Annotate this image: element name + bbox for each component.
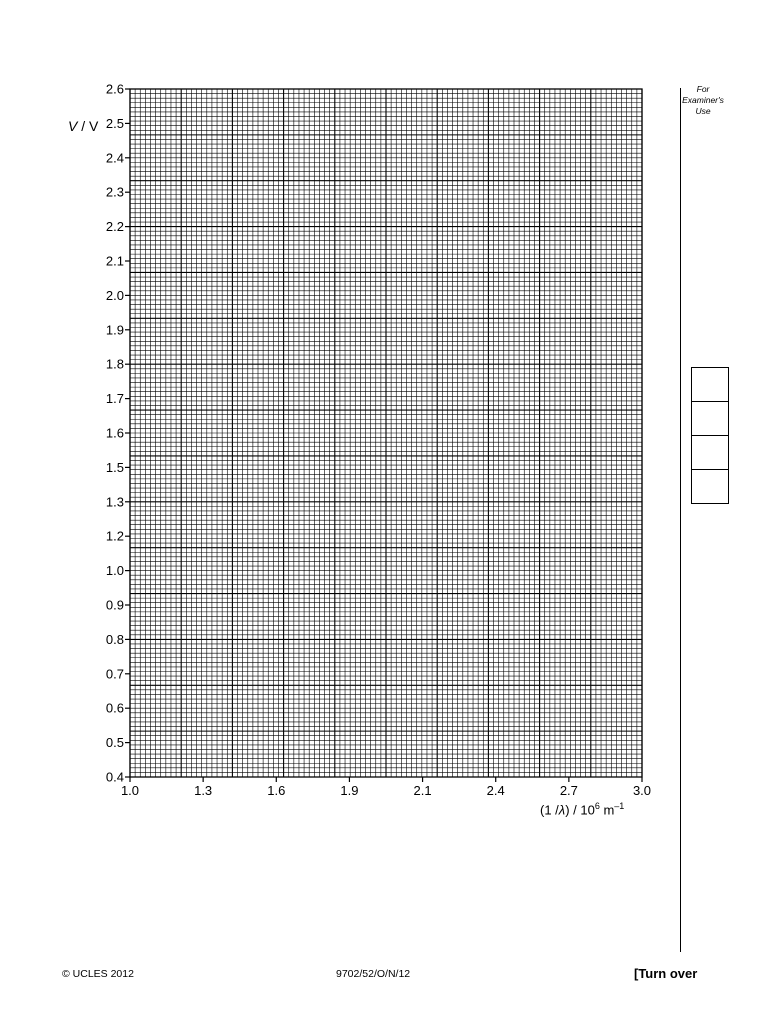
y-tick-label: 0.9 xyxy=(105,597,124,613)
y-tick-label: 1.8 xyxy=(105,356,124,372)
y-tick-label: 2.3 xyxy=(105,184,124,200)
y-tick-label: 2.5 xyxy=(105,115,124,131)
y-tick-label: 1.6 xyxy=(105,425,124,441)
x-axis-exponent: 6 xyxy=(594,801,600,811)
y-axis-ticks xyxy=(106,82,130,785)
x-axis-label-mid: ) / 10 xyxy=(565,802,595,818)
footer-copyright: © UCLES 2012 xyxy=(62,968,134,980)
examiners-use-line-3: Use xyxy=(695,106,711,116)
y-tick-label: 1.7 xyxy=(105,391,124,407)
x-axis-label xyxy=(540,801,624,817)
mark-box xyxy=(692,436,728,470)
examiner-margin-rule xyxy=(680,88,681,952)
y-tick-label: 2.6 xyxy=(105,81,124,97)
y-tick-label: 1.5 xyxy=(105,459,124,475)
mark-box xyxy=(692,470,728,503)
x-tick-label: 1.6 xyxy=(267,783,286,798)
y-tick-label: 1.9 xyxy=(105,322,124,338)
footer-paper-code: 9702/52/O/N/12 xyxy=(336,968,411,980)
x-axis-unit: m xyxy=(599,802,615,818)
x-axis-ticks xyxy=(121,777,651,798)
y-axis-label xyxy=(68,118,98,134)
examiners-use-line-2: Examiner's xyxy=(682,95,724,105)
x-tick-label: 2.1 xyxy=(413,783,432,798)
x-tick-label: 1.9 xyxy=(340,783,359,798)
x-tick-label: 1.0 xyxy=(120,783,140,798)
x-axis-unit-exponent: –1 xyxy=(614,801,625,811)
mark-box xyxy=(692,402,728,436)
y-tick-label: 1.3 xyxy=(105,494,124,510)
y-tick-label: 1.2 xyxy=(105,528,124,544)
footer-turn-over: [Turn over xyxy=(634,966,698,981)
x-axis-variable: λ xyxy=(558,802,566,818)
mark-box xyxy=(692,368,728,402)
y-tick-label: 1.0 xyxy=(105,563,124,579)
y-tick-label: 2.0 xyxy=(105,287,124,303)
y-tick-label: 0.5 xyxy=(105,735,124,751)
y-axis-variable: V xyxy=(68,118,78,134)
y-tick-label: 0.6 xyxy=(105,700,124,716)
examiners-use-note xyxy=(676,84,730,117)
examiners-use-line-1: For xyxy=(696,84,710,94)
y-tick-label: 0.7 xyxy=(105,666,124,682)
y-tick-label: 0.8 xyxy=(105,631,124,647)
y-tick-label: 2.1 xyxy=(105,253,124,269)
x-tick-label: 3.0 xyxy=(632,783,652,798)
y-axis-unit: / V xyxy=(77,118,99,134)
x-tick-label: 2.4 xyxy=(486,783,505,798)
x-axis-label-prefix: (1 / xyxy=(540,802,559,818)
x-tick-label: 2.7 xyxy=(559,783,578,798)
x-tick-label: 1.3 xyxy=(194,783,213,798)
y-tick-label: 2.2 xyxy=(105,219,124,235)
y-tick-label: 0.4 xyxy=(105,769,124,785)
examiner-mark-boxes xyxy=(691,367,729,504)
y-tick-label: 2.4 xyxy=(105,150,124,166)
